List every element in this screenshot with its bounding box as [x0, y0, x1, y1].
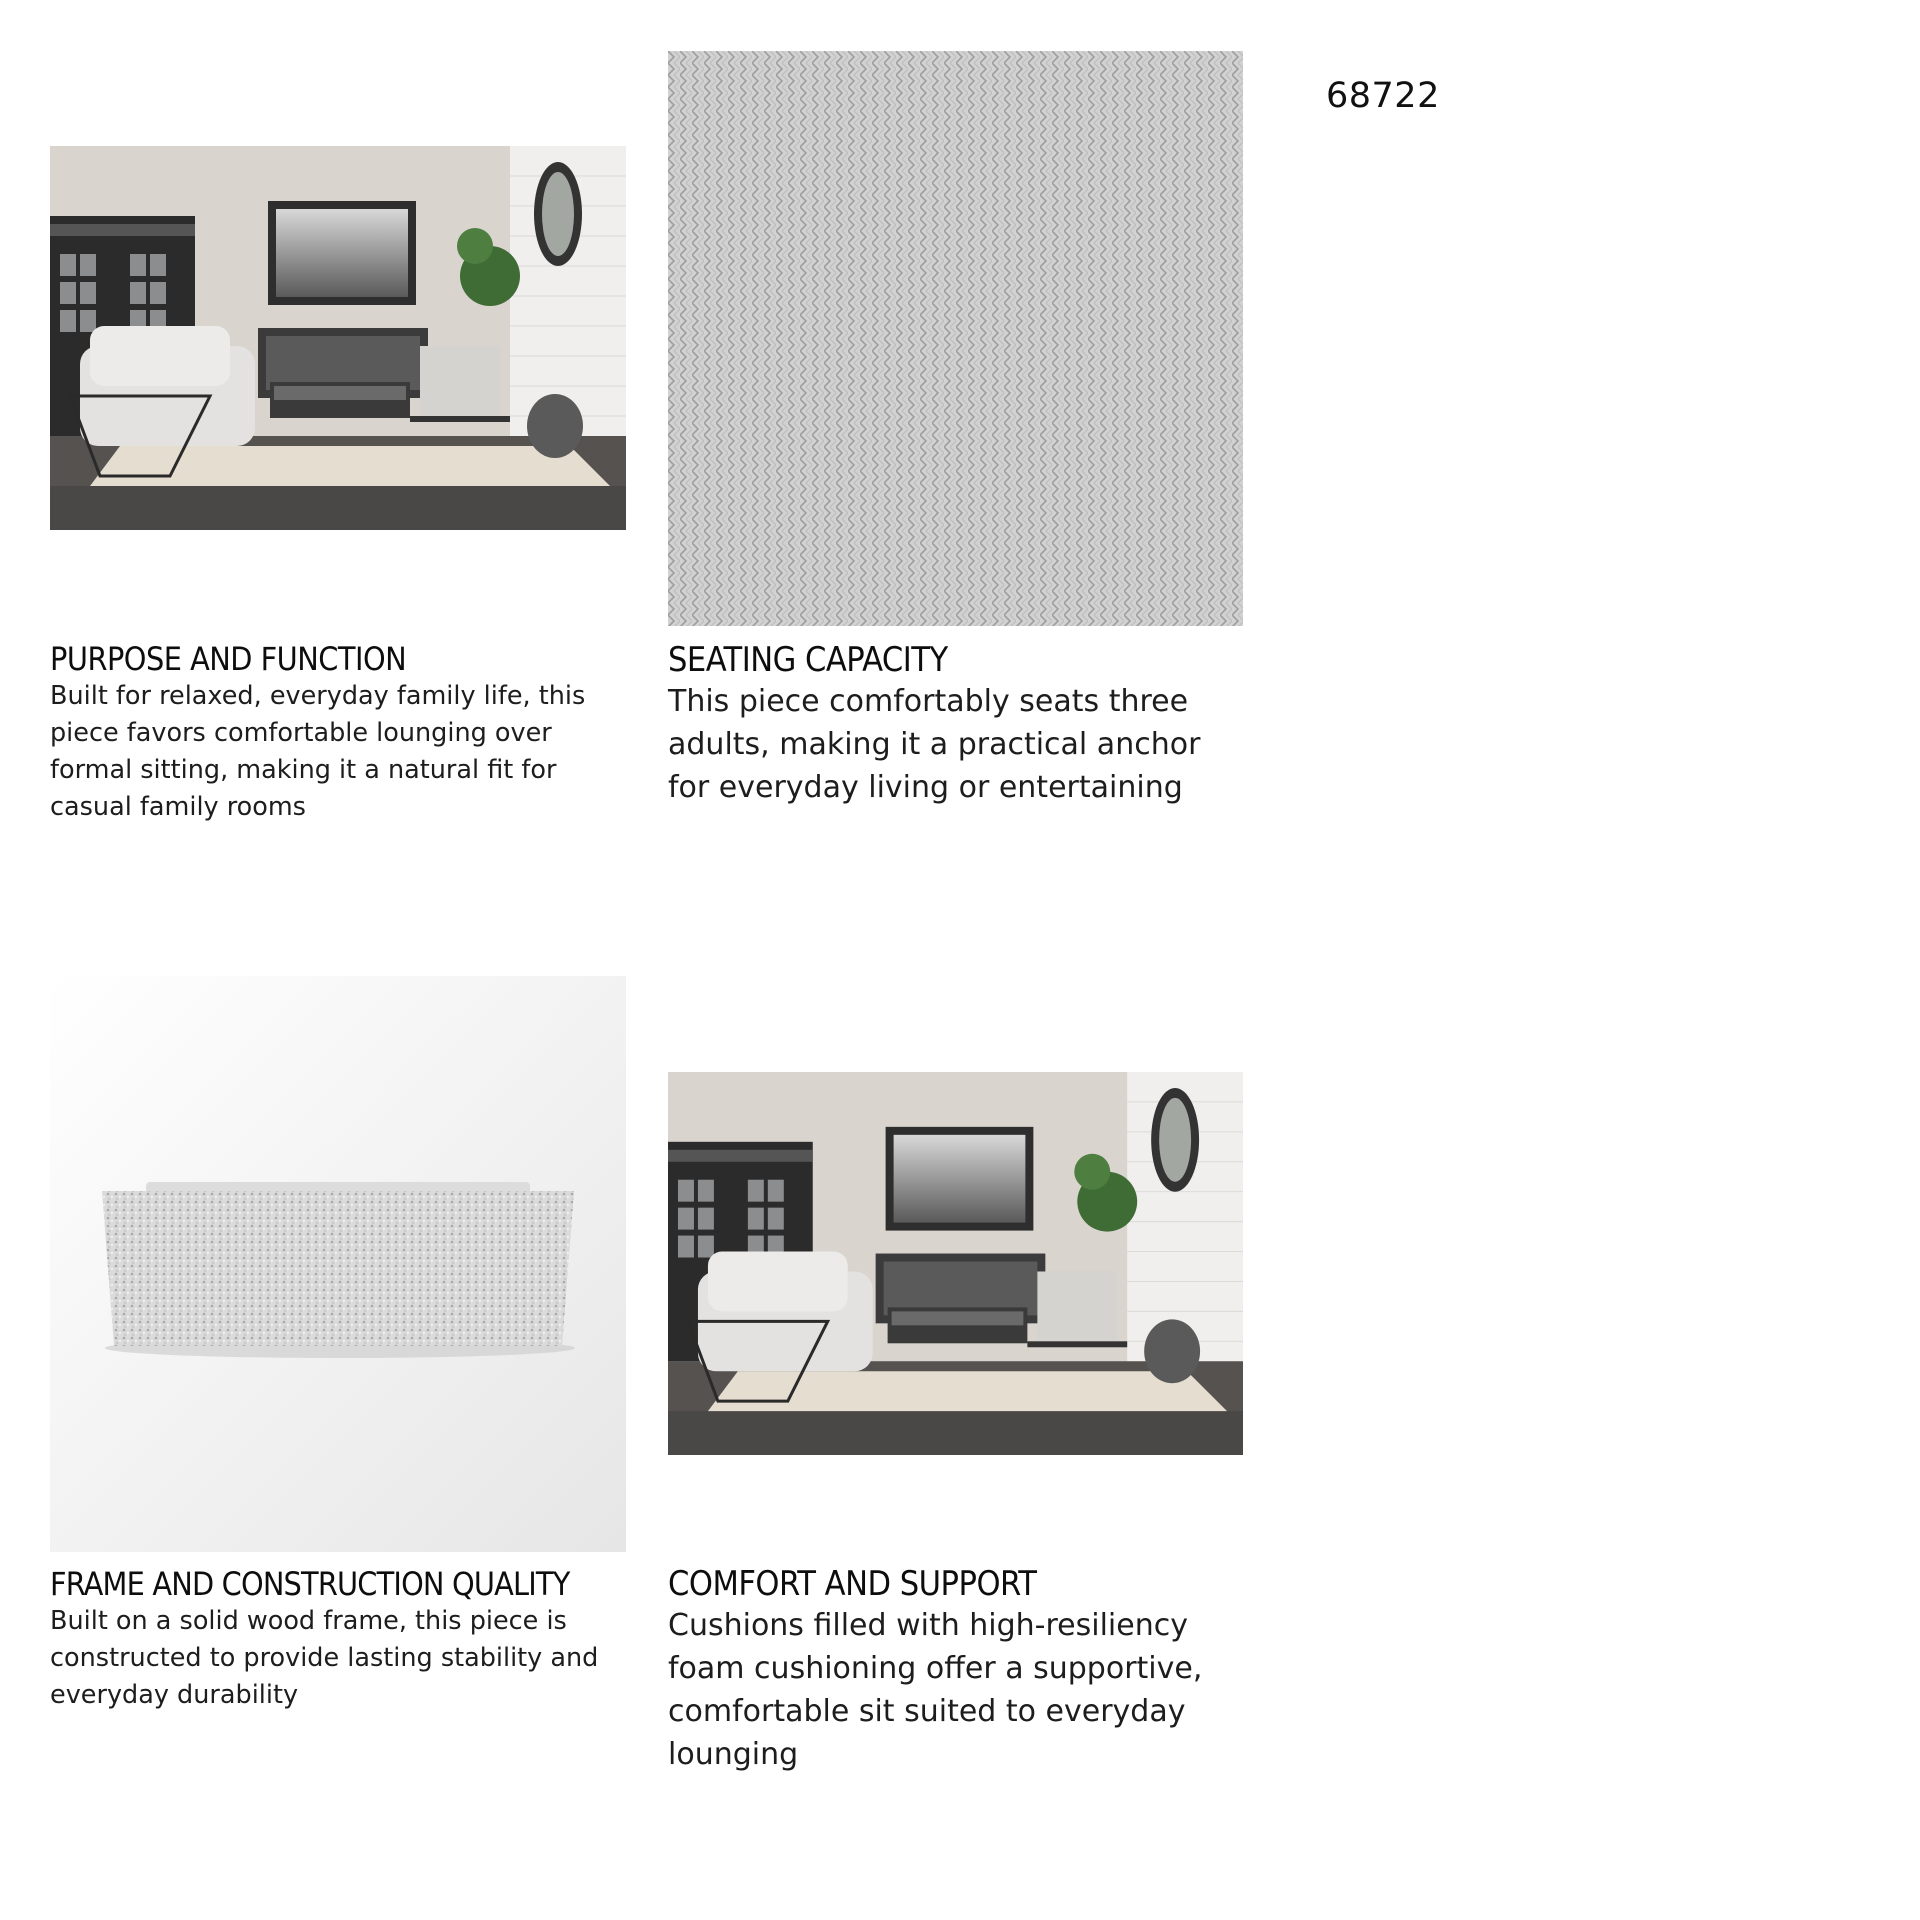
section-text: Built for relaxed, everyday family life, this piece favors comfortable lounging over formal sitting, making it a natural fit for casual family rooms — [50, 681, 586, 822]
section-heading: SEATING CAPACITY — [668, 640, 948, 680]
section-heading: FRAME AND CONSTRUCTION QUALITY — [50, 1565, 570, 1603]
section-heading: PURPOSE AND FUNCTION — [50, 640, 407, 678]
living-room-photo — [50, 146, 626, 530]
sofa-back-photo — [50, 976, 626, 1552]
section-heading: COMFORT AND SUPPORT — [668, 1564, 1037, 1604]
purpose-section — [50, 640, 640, 826]
frame-section — [50, 1565, 650, 1714]
living-room-photo-2 — [668, 1072, 1243, 1455]
section-text: Built on a solid wood frame, this piece is constructed to provide lasting stability and everyday durability — [50, 1606, 599, 1710]
fabric-swatch-photo — [668, 51, 1243, 626]
seating-section — [668, 640, 1243, 809]
product-sku: 68722 — [1326, 76, 1440, 116]
section-text: This piece comfortably seats three adults, making it a practical anchor for everyday living or entertaining — [668, 684, 1201, 805]
comfort-section — [668, 1564, 1243, 1776]
section-text: Cushions filled with high-resiliency foam cushioning offer a supportive, comfortable sit suited to everyday lounging — [668, 1608, 1203, 1772]
